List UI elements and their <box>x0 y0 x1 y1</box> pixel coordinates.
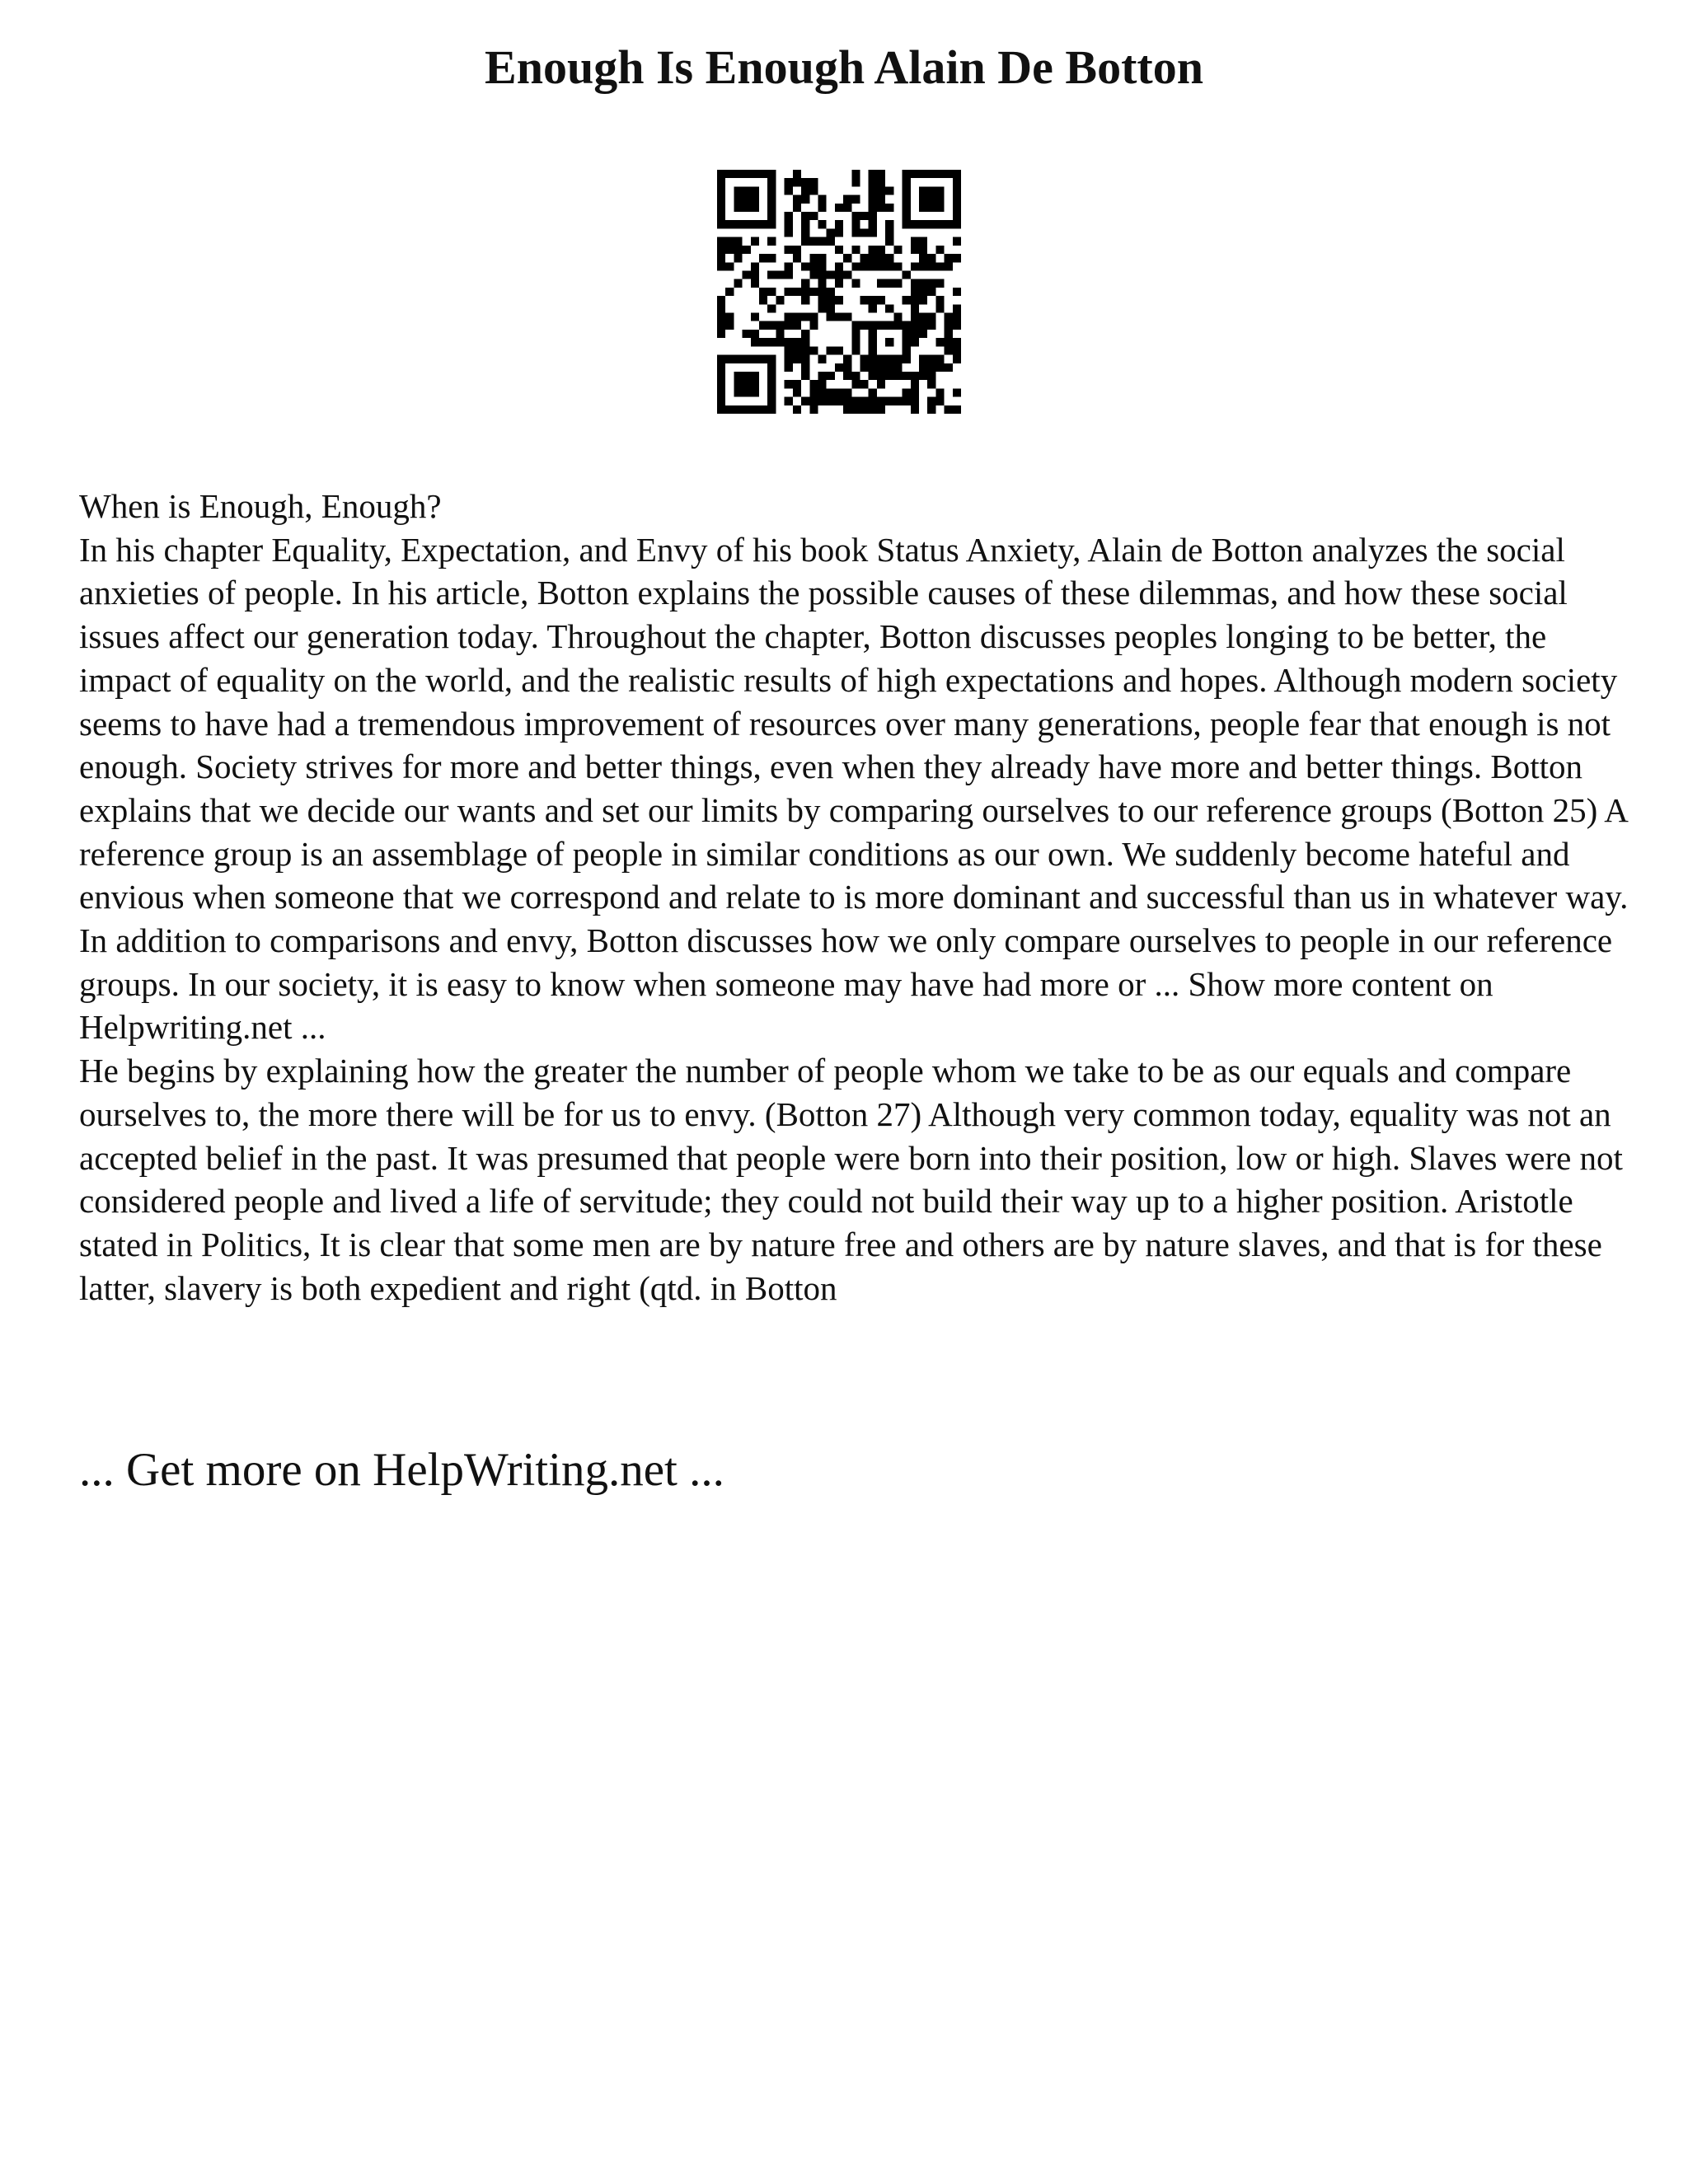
article-paragraph: In his chapter Equality, Expectation, and Envy of his book Status Anxiety, Alain de Botton analyzes the social anxieties of people. In his article, Botton explains the possible causes of these dilemmas, and how these social issues affect our generation today. Throughout the chapter, Botton discusses peoples longing to be better, the impact of equality on the world, and the realistic results of high expectations and hopes. Although modern society seems to have had a tremendous improvement of resources over many generations, people fear that enough is not enough. Society strives for more and better things, even when they already have more and better things. Botton explains that we decide our wants and set our limits by comparing ourselves to our reference groups (Botton 25) A reference group is an assemblage of people in similar conditions as our own. We suddenly become hateful and envious when someone that we correspond and relate to is more dominant and successful than us in whatever way. In addition to comparisons and envy, Botton discusses how we only compare ourselves to people in our reference groups. In our society, it is easy to know when someone may have had more or ... Show more content on Helpwriting.net ... <box>79 530 1629 1047</box>
article-body <box>79 485 1629 1310</box>
qr-code-icon[interactable] <box>717 170 961 414</box>
article-heading-line: When is Enough, Enough? <box>79 487 442 525</box>
article-paragraph: He begins by explaining how the greater the number of people whom we take to be as our equals and compare ourselves to, the more there will be for us to envy. (Botton 27) Although very common today, equality was not an accepted belief in the past. It was presumed that people were born into their position, low or high. Slaves were not considered people and lived a life of servitude; they could not build their way up to a higher position. Aristotle stated in Politics, It is clear that some men are by nature free and others are by nature slaves, and that is for these latter, slavery is both expedient and right (qtd. in Botton <box>79 1052 1623 1307</box>
get-more-link[interactable]: ... Get more on HelpWriting.net ... <box>79 1444 724 1496</box>
document-title: Enough Is Enough Alain De Botton <box>485 40 1203 94</box>
